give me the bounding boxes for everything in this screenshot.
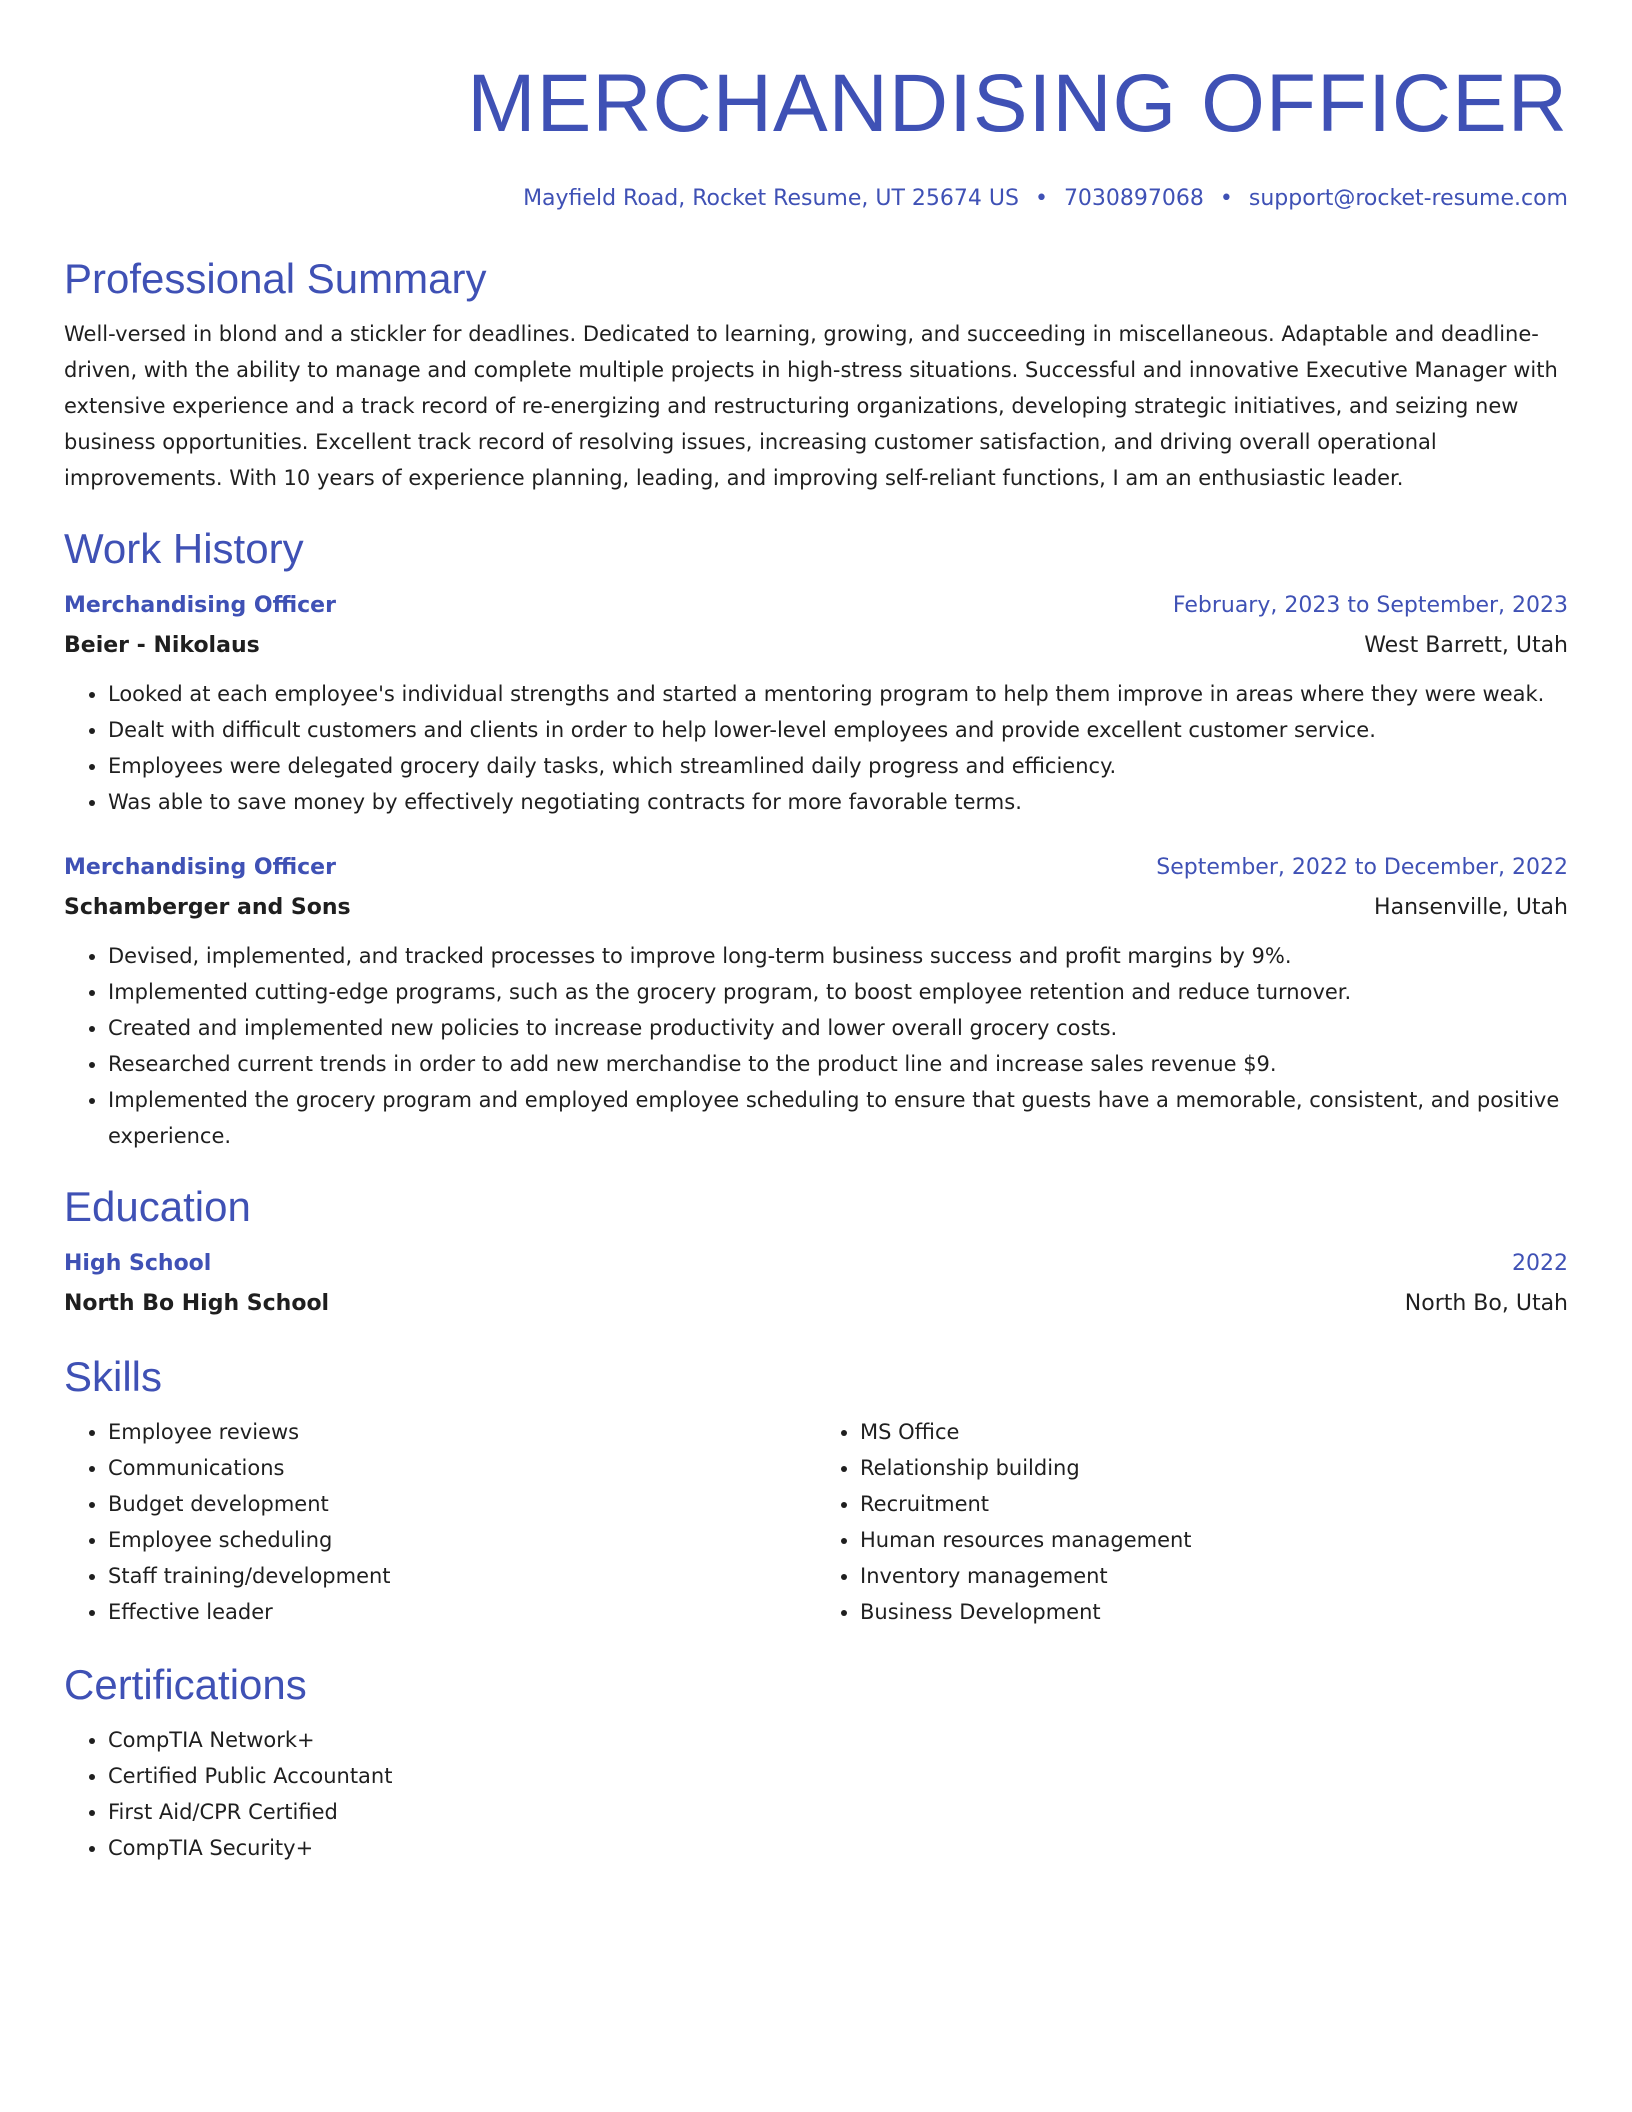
job-bullets	[64, 676, 1568, 820]
certifications-section	[64, 1660, 1568, 1866]
job-header-row	[64, 850, 1568, 886]
list-item: • Researched current trends in order to add new merchandise to the product line and increase sales revenue $9.	[108, 1046, 1568, 1082]
education-location: North Bo, Utah	[1404, 1291, 1568, 1316]
job-entry	[64, 850, 1568, 1154]
section-title-work-history: Work History	[64, 525, 304, 572]
list-item: • First Aid/CPR Certified	[108, 1794, 1568, 1830]
list-item: • Implemented the grocery program and employed employee scheduling to ensure that guests have a memorable, consistent, and positive experience.	[108, 1082, 1568, 1154]
list-item: • Looked at each employee's individual strengths and started a mentoring program to help them improve in areas where they were weak.	[108, 676, 1568, 712]
job-role: Merchandising Officer	[64, 855, 336, 880]
summary-text: Well-versed in blond and a stickler for deadlines. Dedicated to learning, growing, and succeeding in miscellaneous. Adaptable and deadline-driven, with the ability to manage and complete multiple projects in high-stress situations. Successful and innovative Executive Manager with extensive experience and a track record of re-energizing and restructuring organizations, developing strategic initiatives, and seizing new business opportunities. Excellent track record of resolving issues, increasing customer satisfaction, and driving overall operational improvements. With 10 years of experience planning, leading, and improving self-reliant functions, I am an enthusiastic leader.	[64, 322, 1558, 490]
list-item: • Dealt with difficult customers and clients in order to help lower-level employees and provide excellent customer service.	[108, 712, 1568, 748]
list-item: • Staff training/development	[108, 1558, 816, 1594]
education-header-row	[64, 1246, 1568, 1282]
list-item: • Employee scheduling	[108, 1522, 816, 1558]
separator-dot: •	[1034, 186, 1048, 211]
summary-section	[64, 254, 1568, 496]
resume-header	[64, 56, 1568, 214]
list-item: • Devised, implemented, and tracked processes to improve long-term business success and profit margins by 9%.	[108, 938, 1568, 974]
certifications-list	[64, 1722, 1568, 1866]
job-header-row	[64, 588, 1568, 624]
section-title-certifications: Certifications	[64, 1661, 307, 1708]
education-school: North Bo High School	[64, 1291, 330, 1316]
list-item: • Certified Public Accountant	[108, 1758, 1568, 1794]
contact-line	[64, 184, 1568, 214]
list-item: • Business Development	[860, 1594, 1568, 1630]
list-item: • MS Office	[860, 1414, 1568, 1450]
skills-list-right	[816, 1414, 1568, 1630]
list-item: • Relationship building	[860, 1450, 1568, 1486]
job-location: Hansenville, Utah	[1374, 895, 1568, 920]
skills-list-left	[64, 1414, 816, 1630]
section-title-education: Education	[64, 1183, 251, 1230]
list-item: • Human resources management	[860, 1522, 1568, 1558]
section-title-skills: Skills	[64, 1353, 163, 1400]
job-entry	[64, 588, 1568, 820]
list-item: • Created and implemented new policies to increase productivity and lower overall grocery costs.	[108, 1010, 1568, 1046]
section-title-summary: Professional Summary	[64, 255, 487, 302]
email-link[interactable]: support@rocket-resume.com	[1248, 186, 1568, 211]
education-degree: High School	[64, 1251, 212, 1276]
education-section	[64, 1182, 1568, 1322]
separator-dot: •	[1219, 186, 1233, 211]
list-item: • CompTIA Network+	[108, 1722, 1568, 1758]
phone: 7030897068	[1063, 186, 1204, 211]
job-dates: February, 2023 to September, 2023	[1172, 593, 1568, 618]
list-item: • Recruitment	[860, 1486, 1568, 1522]
list-item: • Employees were delegated grocery daily tasks, which streamlined daily progress and efficiency.	[108, 748, 1568, 784]
list-item: • Communications	[108, 1450, 816, 1486]
job-company-row	[64, 890, 1568, 926]
candidate-title: MERCHANDISING OFFICER	[467, 58, 1568, 149]
job-dates: September, 2022 to December, 2022	[1156, 855, 1568, 880]
list-item: • Employee reviews	[108, 1414, 816, 1450]
list-item: • CompTIA Security+	[108, 1830, 1568, 1866]
education-year: 2022	[1512, 1251, 1568, 1276]
job-bullets	[64, 938, 1568, 1154]
job-role: Merchandising Officer	[64, 593, 336, 618]
list-item: • Inventory management	[860, 1558, 1568, 1594]
list-item: • Was able to save money by effectively negotiating contracts for more favorable terms.	[108, 784, 1568, 820]
job-company: Beier - Nikolaus	[64, 633, 260, 658]
work-history-section	[64, 524, 1568, 1154]
skills-section	[64, 1352, 1568, 1630]
list-item: • Budget development	[108, 1486, 816, 1522]
job-company: Schamberger and Sons	[64, 895, 351, 920]
skills-columns	[64, 1402, 1568, 1630]
education-school-row	[64, 1286, 1568, 1322]
list-item: • Effective leader	[108, 1594, 816, 1630]
list-item: • Implemented cutting-edge programs, such as the grocery program, to boost employee retention and reduce turnover.	[108, 974, 1568, 1010]
job-location: West Barrett, Utah	[1364, 633, 1568, 658]
job-company-row	[64, 628, 1568, 664]
address: Mayfield Road, Rocket Resume, UT 25674 US	[523, 186, 1019, 211]
